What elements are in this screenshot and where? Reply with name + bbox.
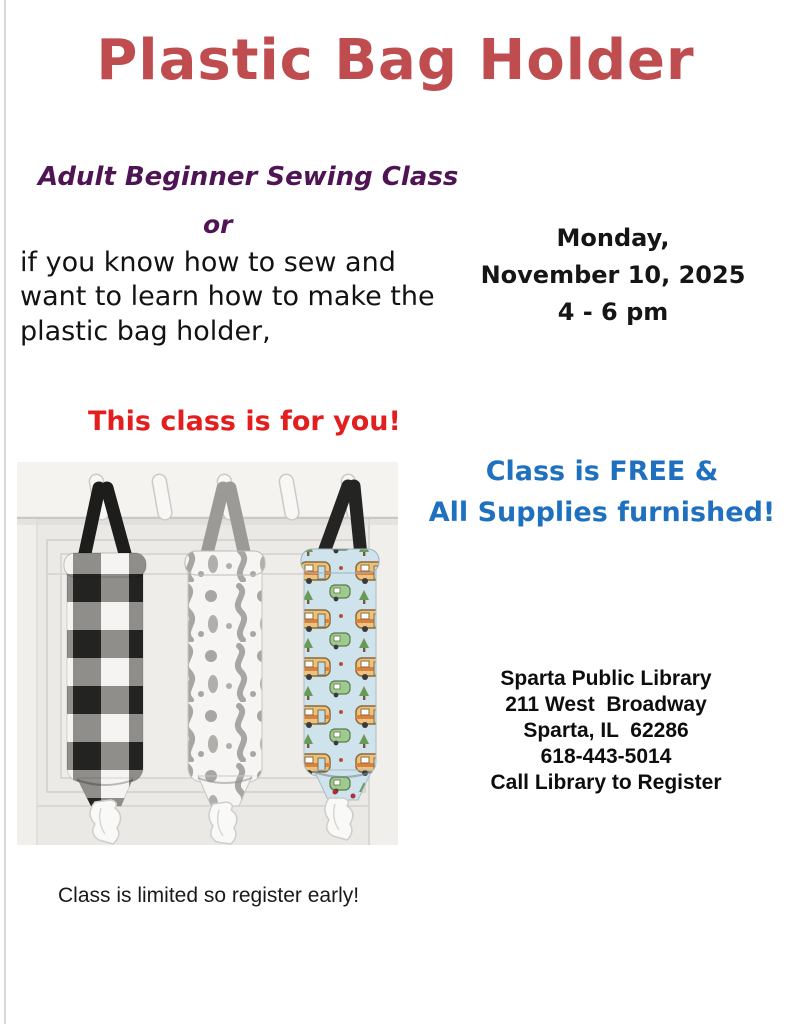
contact-register: Call Library to Register xyxy=(490,771,722,795)
tagline: This class is for you! xyxy=(88,406,401,437)
schedule-block xyxy=(468,220,758,332)
contact-phone: 618-443-5014 xyxy=(540,745,672,769)
schedule-date: November 10, 2025 xyxy=(480,261,746,290)
or-text: or xyxy=(203,210,233,239)
footer-note: Class is limited so register early! xyxy=(58,884,360,907)
scan-artifact-line xyxy=(4,0,6,1024)
schedule-day: Monday, xyxy=(556,224,670,252)
class-name-heading: Adult Beginner Sewing Class xyxy=(38,162,459,192)
contact-library-name: Sparta Public Library xyxy=(500,667,712,690)
offer-block xyxy=(424,452,780,533)
contact-street: 211 West Broadway xyxy=(505,693,707,717)
offer-line2: All Supplies furnished! xyxy=(428,496,776,528)
intro-paragraph: if you know how to sew and want to learn how to make the plastic bag holder, xyxy=(20,247,435,347)
bag-holders-photo xyxy=(17,462,398,845)
class-photo xyxy=(17,462,398,845)
contact-city: Sparta, IL 62286 xyxy=(523,719,689,743)
page-title: Plastic Bag Holder xyxy=(96,28,695,93)
contact-block xyxy=(438,666,774,796)
schedule-time: 4 - 6 pm xyxy=(557,298,669,327)
offer-line1: Class is FREE & xyxy=(485,456,719,487)
